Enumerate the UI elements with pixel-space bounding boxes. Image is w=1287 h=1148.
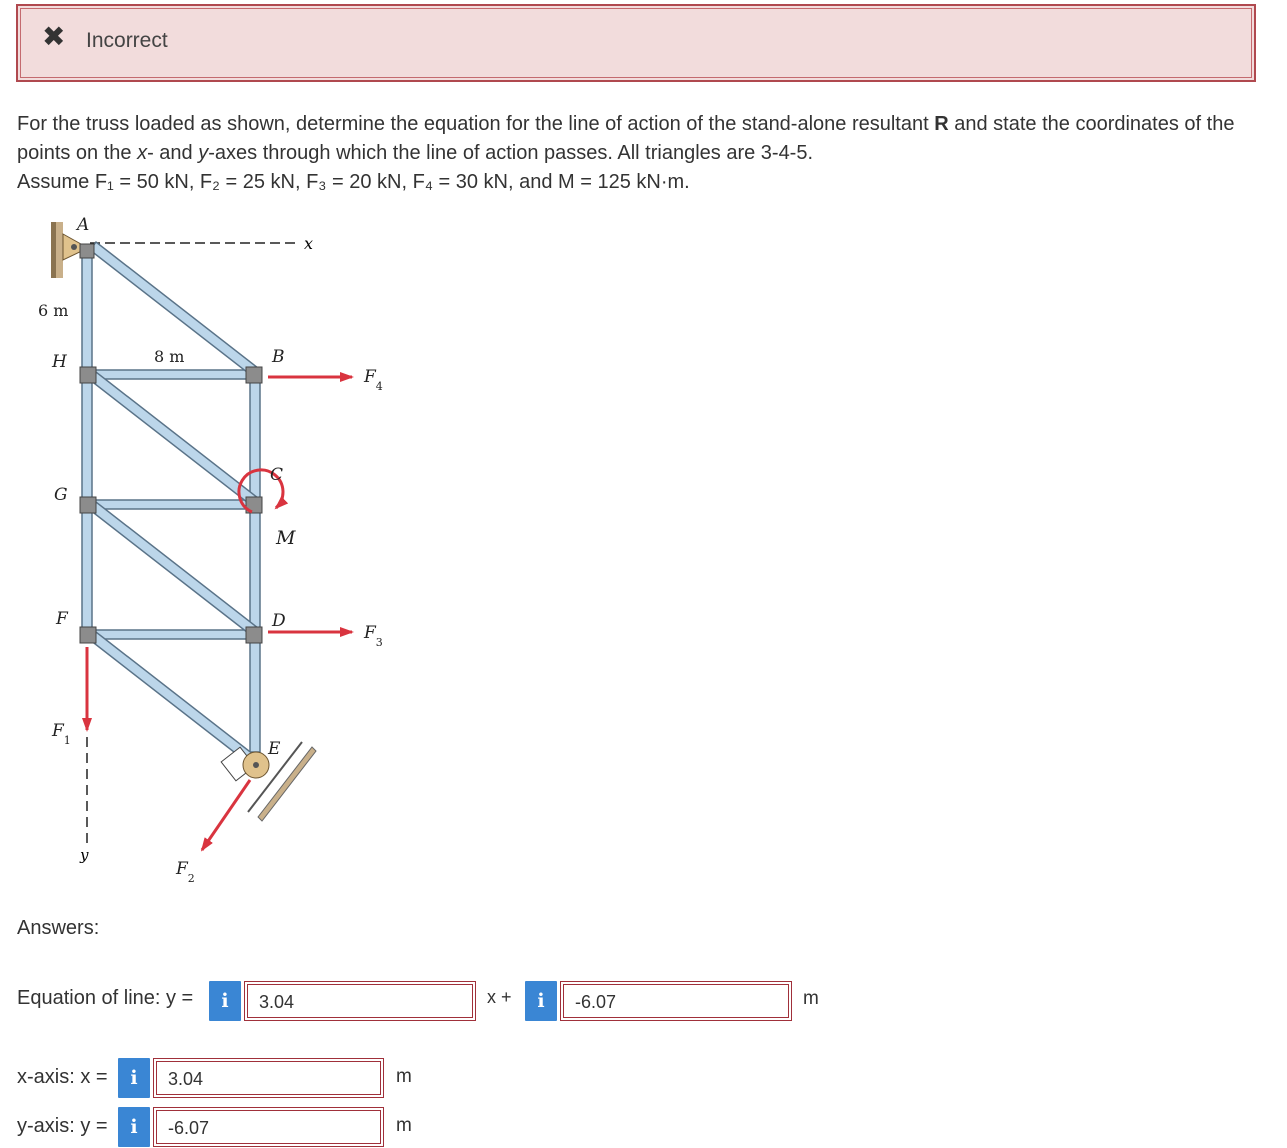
force-f2-arrow [202, 780, 250, 850]
slope-input[interactable]: 3.04 [244, 981, 476, 1021]
assume-text: Assume [17, 171, 95, 193]
label-d: D [272, 611, 286, 631]
equation-label: Equation of line: y = [17, 987, 194, 1009]
member-gc [92, 500, 250, 509]
member-hb [92, 370, 250, 379]
answers-label: Answers: [17, 917, 100, 939]
x-axis-row [0, 1057, 1287, 1099]
label-f: F [56, 609, 68, 629]
status-banner [16, 4, 1256, 82]
x-axis-answer-label: x-axis: x = [17, 1066, 108, 1088]
label-f1: $F_1$ [52, 721, 71, 747]
x-axis-unit: m [396, 1066, 412, 1087]
y-var: y [198, 142, 209, 164]
equation-row [0, 980, 1287, 1022]
resultant-symbol: R [934, 113, 949, 135]
x-axis-label: x [304, 234, 314, 253]
close-icon: ✖ [42, 20, 66, 53]
info-icon-y[interactable]: i [118, 1107, 150, 1147]
label-c: C [270, 465, 284, 485]
problem-text-1: For the truss loaded as shown, determine the equation for the line of action of the stand-alone resultant [17, 113, 935, 135]
x-plus-label: x + [487, 987, 512, 1007]
problem-text-2: and state the coordinates of the points on the [17, 113, 1235, 164]
given-values: F₁ = 50 kN, F₂ = 25 kN, F₃ = 20 kN, F₄ = 30 kN, and M = 125 kN·m. [94, 171, 690, 193]
y-axis-unit: m [396, 1115, 412, 1136]
y-axis-label: y [80, 846, 89, 864]
x-var: x [137, 142, 148, 164]
member-fd [92, 630, 250, 639]
dim-6m: 6 m [38, 301, 69, 320]
truss-figure [30, 212, 410, 902]
info-icon-intercept[interactable]: i [525, 981, 557, 1021]
dim-8m: 8 m [154, 347, 185, 366]
problem-statement [17, 110, 1267, 197]
y-axis-row [0, 1106, 1287, 1146]
problem-text-4: -axes through which the line of action passes. All triangles are 3-4-5. [208, 142, 814, 164]
y-axis-input[interactable]: -6.07 [153, 1107, 384, 1147]
member-hc [90, 372, 258, 506]
label-f3: $F_3$ [364, 623, 383, 649]
y-axis-answer-label: y-axis: y = [17, 1115, 108, 1137]
equation-unit: m [803, 988, 819, 1009]
label-f2: $F_2$ [176, 859, 195, 885]
member-gd [90, 502, 258, 636]
intercept-input[interactable]: -6.07 [560, 981, 792, 1021]
label-a: A [77, 215, 90, 235]
label-f4: $F_4$ [364, 367, 383, 393]
label-g: G [54, 485, 68, 505]
x-axis-input[interactable]: 3.04 [153, 1058, 384, 1098]
label-b: B [272, 347, 285, 367]
status-text: Incorrect [86, 29, 168, 52]
right-chord [250, 372, 260, 752]
label-m: M [276, 527, 296, 549]
problem-text-3: - and [147, 142, 199, 164]
info-icon-slope[interactable]: i [209, 981, 241, 1021]
label-h: H [52, 352, 67, 372]
label-e: E [268, 739, 281, 759]
member-fe [90, 632, 258, 766]
info-icon-x[interactable]: i [118, 1058, 150, 1098]
left-chord [82, 252, 92, 642]
